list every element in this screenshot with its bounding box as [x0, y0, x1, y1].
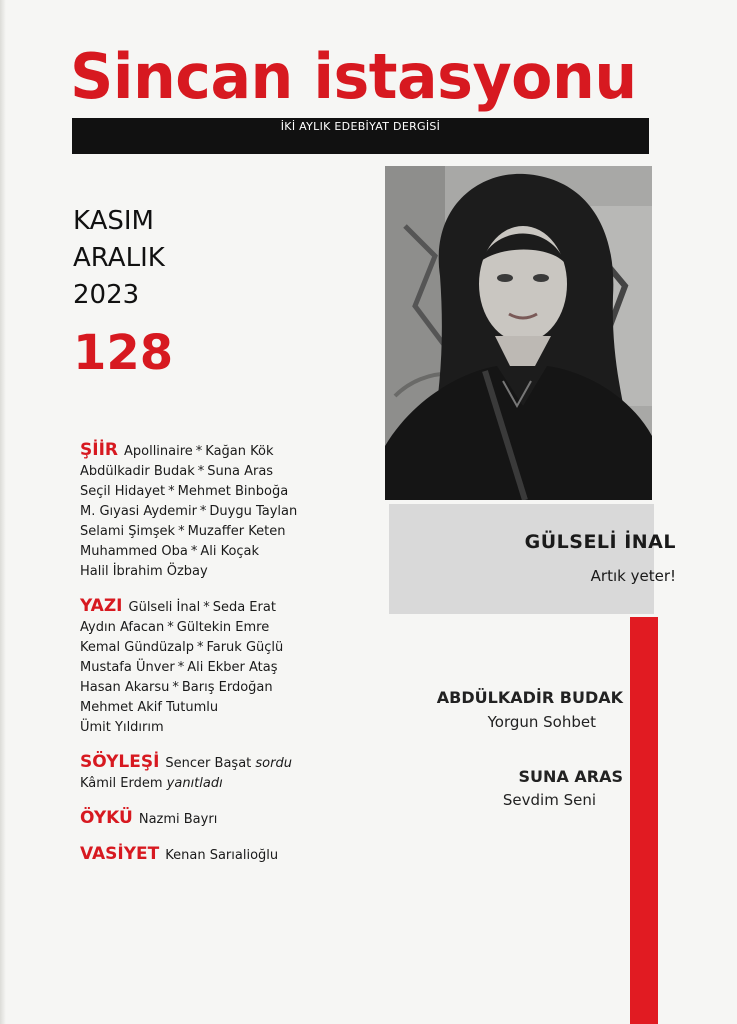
cover-feature-name: GÜLSELİ İNAL	[524, 531, 676, 553]
page-edge	[0, 0, 6, 1024]
issue-month-1: KASIM	[73, 206, 154, 236]
section-oyku	[80, 808, 380, 830]
issue-number: 128	[73, 325, 174, 381]
author: Kenan Sarıalioğlu	[165, 848, 279, 863]
feature-author: ABDÜLKADİR BUDAK	[436, 688, 623, 707]
separator: *	[197, 464, 205, 479]
category-label: VASİYET	[80, 844, 160, 864]
author: Kemal Gündüzalp	[80, 640, 194, 655]
category-label: SÖYLEŞİ	[80, 752, 160, 772]
author: Duygu Taylan	[209, 504, 298, 519]
category-label: ŞİİR	[80, 440, 118, 460]
author: Mehmet Akif Tutumlu	[80, 700, 219, 715]
section-vasiyet	[80, 844, 380, 866]
separator: *	[168, 484, 175, 499]
section-siir	[80, 440, 380, 582]
author: Mehmet Binboğa	[177, 484, 289, 499]
magazine-title: Sincan istasyonu	[70, 40, 637, 113]
issue-month-2: ARALIK	[73, 243, 165, 273]
author: Kâmil Erdem	[80, 776, 163, 791]
author: Nazmi Bayrı	[138, 812, 218, 827]
issue-year: 2023	[73, 280, 140, 310]
author: Mustafa Ünver	[80, 660, 175, 675]
author: Ali Koçak	[200, 544, 260, 559]
table-of-contents	[80, 440, 380, 880]
separator: *	[167, 620, 174, 635]
separator: *	[199, 504, 207, 519]
separator: *	[178, 524, 185, 539]
author: Kağan Kök	[205, 444, 274, 459]
author: Halil İbrahim Özbay	[80, 564, 208, 579]
cover-portrait-photo	[385, 166, 652, 500]
issue-date	[73, 203, 165, 314]
separator: *	[172, 680, 179, 695]
cover-caption-box	[389, 504, 654, 614]
author: Seçil Hidayet	[80, 484, 166, 499]
separator: *	[203, 600, 210, 615]
separator: *	[195, 444, 203, 459]
author: Ümit Yıldırım	[80, 720, 164, 735]
role-note: yanıtladı	[166, 776, 223, 791]
section-soylesi	[80, 752, 380, 794]
category-label: YAZI	[80, 596, 123, 616]
author: Selami Şimşek	[80, 524, 176, 539]
magazine-subtitle: İKİ AYLIK EDEBİYAT DERGİSİ	[280, 120, 441, 133]
author: Hasan Akarsu	[80, 680, 170, 695]
feature-author: SUNA ARAS	[518, 767, 623, 786]
author: Barış Erdoğan	[181, 680, 273, 695]
author: Aydın Afacan	[80, 620, 165, 635]
category-label: ÖYKÜ	[80, 808, 133, 828]
separator: *	[177, 660, 185, 675]
author: Apollinaire	[123, 444, 193, 459]
separator: *	[196, 640, 204, 655]
author: Suna Aras	[207, 464, 274, 479]
author: Ali Ekber Ataş	[187, 660, 278, 675]
author: Gülseli İnal	[128, 600, 201, 615]
author: M. Gıyasi Aydemir	[80, 504, 197, 519]
cover-feature-title: Artık yeter!	[590, 567, 676, 585]
author: Gültekin Emre	[176, 620, 270, 635]
author: Sencer Başat	[165, 756, 252, 771]
author: Abdülkadir Budak	[80, 464, 195, 479]
subtitle-bar	[72, 118, 649, 154]
author: Seda Erat	[212, 600, 276, 615]
author: Faruk Güçlü	[206, 640, 284, 655]
separator: *	[190, 544, 198, 559]
author: Muzaffer Keten	[187, 524, 286, 539]
author: Muhammed Oba	[80, 544, 188, 559]
role-note: sordu	[255, 756, 292, 771]
feature-title: Yorgun Sohbet	[487, 713, 596, 731]
red-vertical-bar	[630, 617, 658, 1024]
section-yazi	[80, 596, 380, 738]
feature-title: Sevdim Seni	[502, 791, 596, 809]
